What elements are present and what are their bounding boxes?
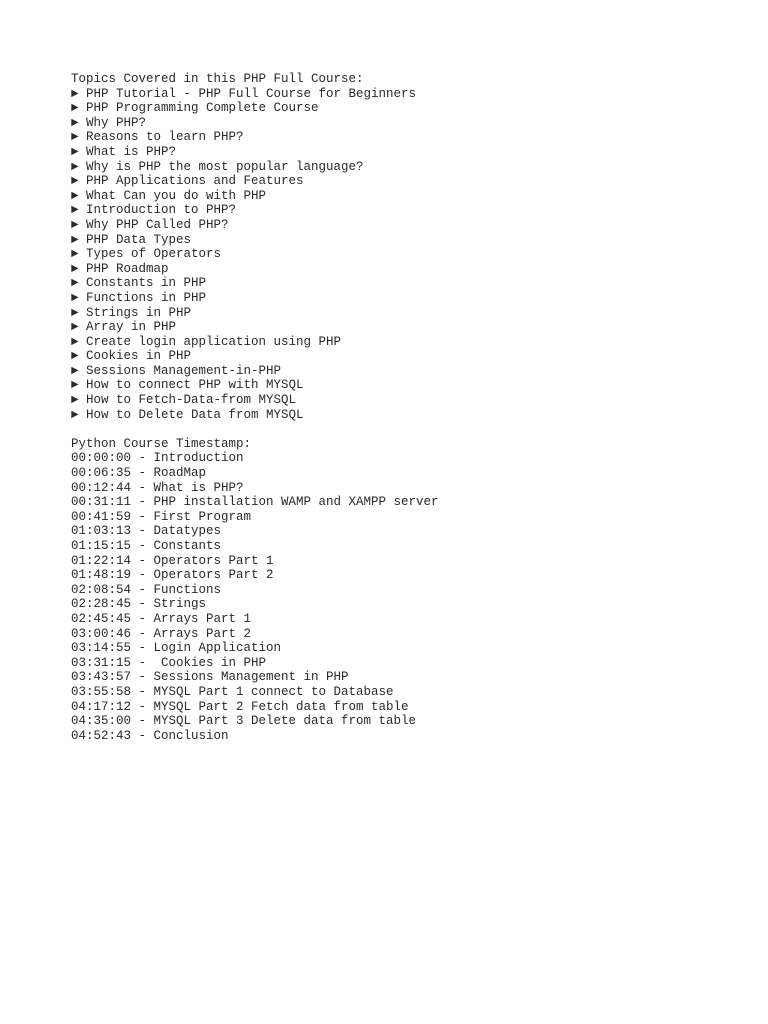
timestamp-item: 01:22:14 - Operators Part 1 [71,553,274,568]
topic-item: ► PHP Programming Complete Course [71,101,319,116]
document-page [71,72,751,743]
topic-item: ► Strings in PHP [71,305,192,320]
topics-section [71,72,751,422]
topic-item: ► Create login application using PHP [71,334,342,349]
timestamp-item: 04:35:00 - MYSQL Part 3 Delete data from table [71,714,417,729]
timestamps-heading: Python Course Timestamp: [71,436,252,451]
timestamp-item: 03:55:58 - MYSQL Part 1 connect to Database [71,684,394,699]
topic-item: ► How to Delete Data from MYSQL [71,407,304,422]
topic-item: ► Functions in PHP [71,290,207,305]
timestamp-item: 04:52:43 - Conclusion [71,728,229,743]
timestamp-item: 01:03:13 - Datatypes [71,524,222,539]
topic-item: ► What Can you do with PHP [71,188,267,203]
topic-item: ► PHP Data Types [71,232,192,247]
timestamp-item: 02:28:45 - Strings [71,597,207,612]
topic-item: ► Array in PHP [71,320,177,335]
topics-heading: Topics Covered in this PHP Full Course: [71,72,364,86]
timestamp-item: 00:31:11 - PHP installation WAMP and XAMPP server [71,495,439,510]
timestamp-item: 00:41:59 - First Program [71,509,252,524]
timestamp-item: 00:06:35 - RoadMap [71,466,207,481]
topic-item: ► PHP Tutorial - PHP Full Course for Beginners [71,86,417,101]
timestamp-item: 01:48:19 - Operators Part 2 [71,568,274,583]
topic-item: ► Introduction to PHP? [71,203,237,218]
timestamp-item: 03:31:15 - Cookies in PHP [71,655,267,670]
topic-item: ► What is PHP? [71,144,177,159]
topic-item: ► How to Fetch-Data-from MYSQL [71,393,297,408]
timestamps-section [71,437,751,743]
topic-item: ► PHP Applications and Features [71,174,304,189]
topic-item: ► Why PHP Called PHP? [71,217,229,232]
timestamp-item: 04:17:12 - MYSQL Part 2 Fetch data from table [71,699,409,714]
topic-item: ► How to connect PHP with MYSQL [71,378,304,393]
topic-item: ► Constants in PHP [71,276,207,291]
topic-item: ► Sessions Management-in-PHP [71,363,282,378]
timestamp-item: 02:08:54 - Functions [71,582,222,597]
timestamp-item: 00:12:44 - What is PHP? [71,480,244,495]
timestamp-item: 03:43:57 - Sessions Management in PHP [71,670,349,685]
section-spacer [71,422,751,437]
topic-item: ► Why PHP? [71,115,147,130]
topic-item: ► PHP Roadmap [71,261,169,276]
timestamp-item: 02:45:45 - Arrays Part 1 [71,611,252,626]
topic-item: ► Cookies in PHP [71,349,192,364]
topic-item: ► Reasons to learn PHP? [71,130,244,145]
timestamp-item: 03:14:55 - Login Application [71,641,282,656]
timestamp-item: 03:00:46 - Arrays Part 2 [71,626,252,641]
timestamp-item: 00:00:00 - Introduction [71,451,244,466]
timestamp-item: 01:15:15 - Constants [71,539,222,553]
topic-item: ► Why is PHP the most popular language? [71,159,364,174]
topic-item: ► Types of Operators [71,247,222,262]
